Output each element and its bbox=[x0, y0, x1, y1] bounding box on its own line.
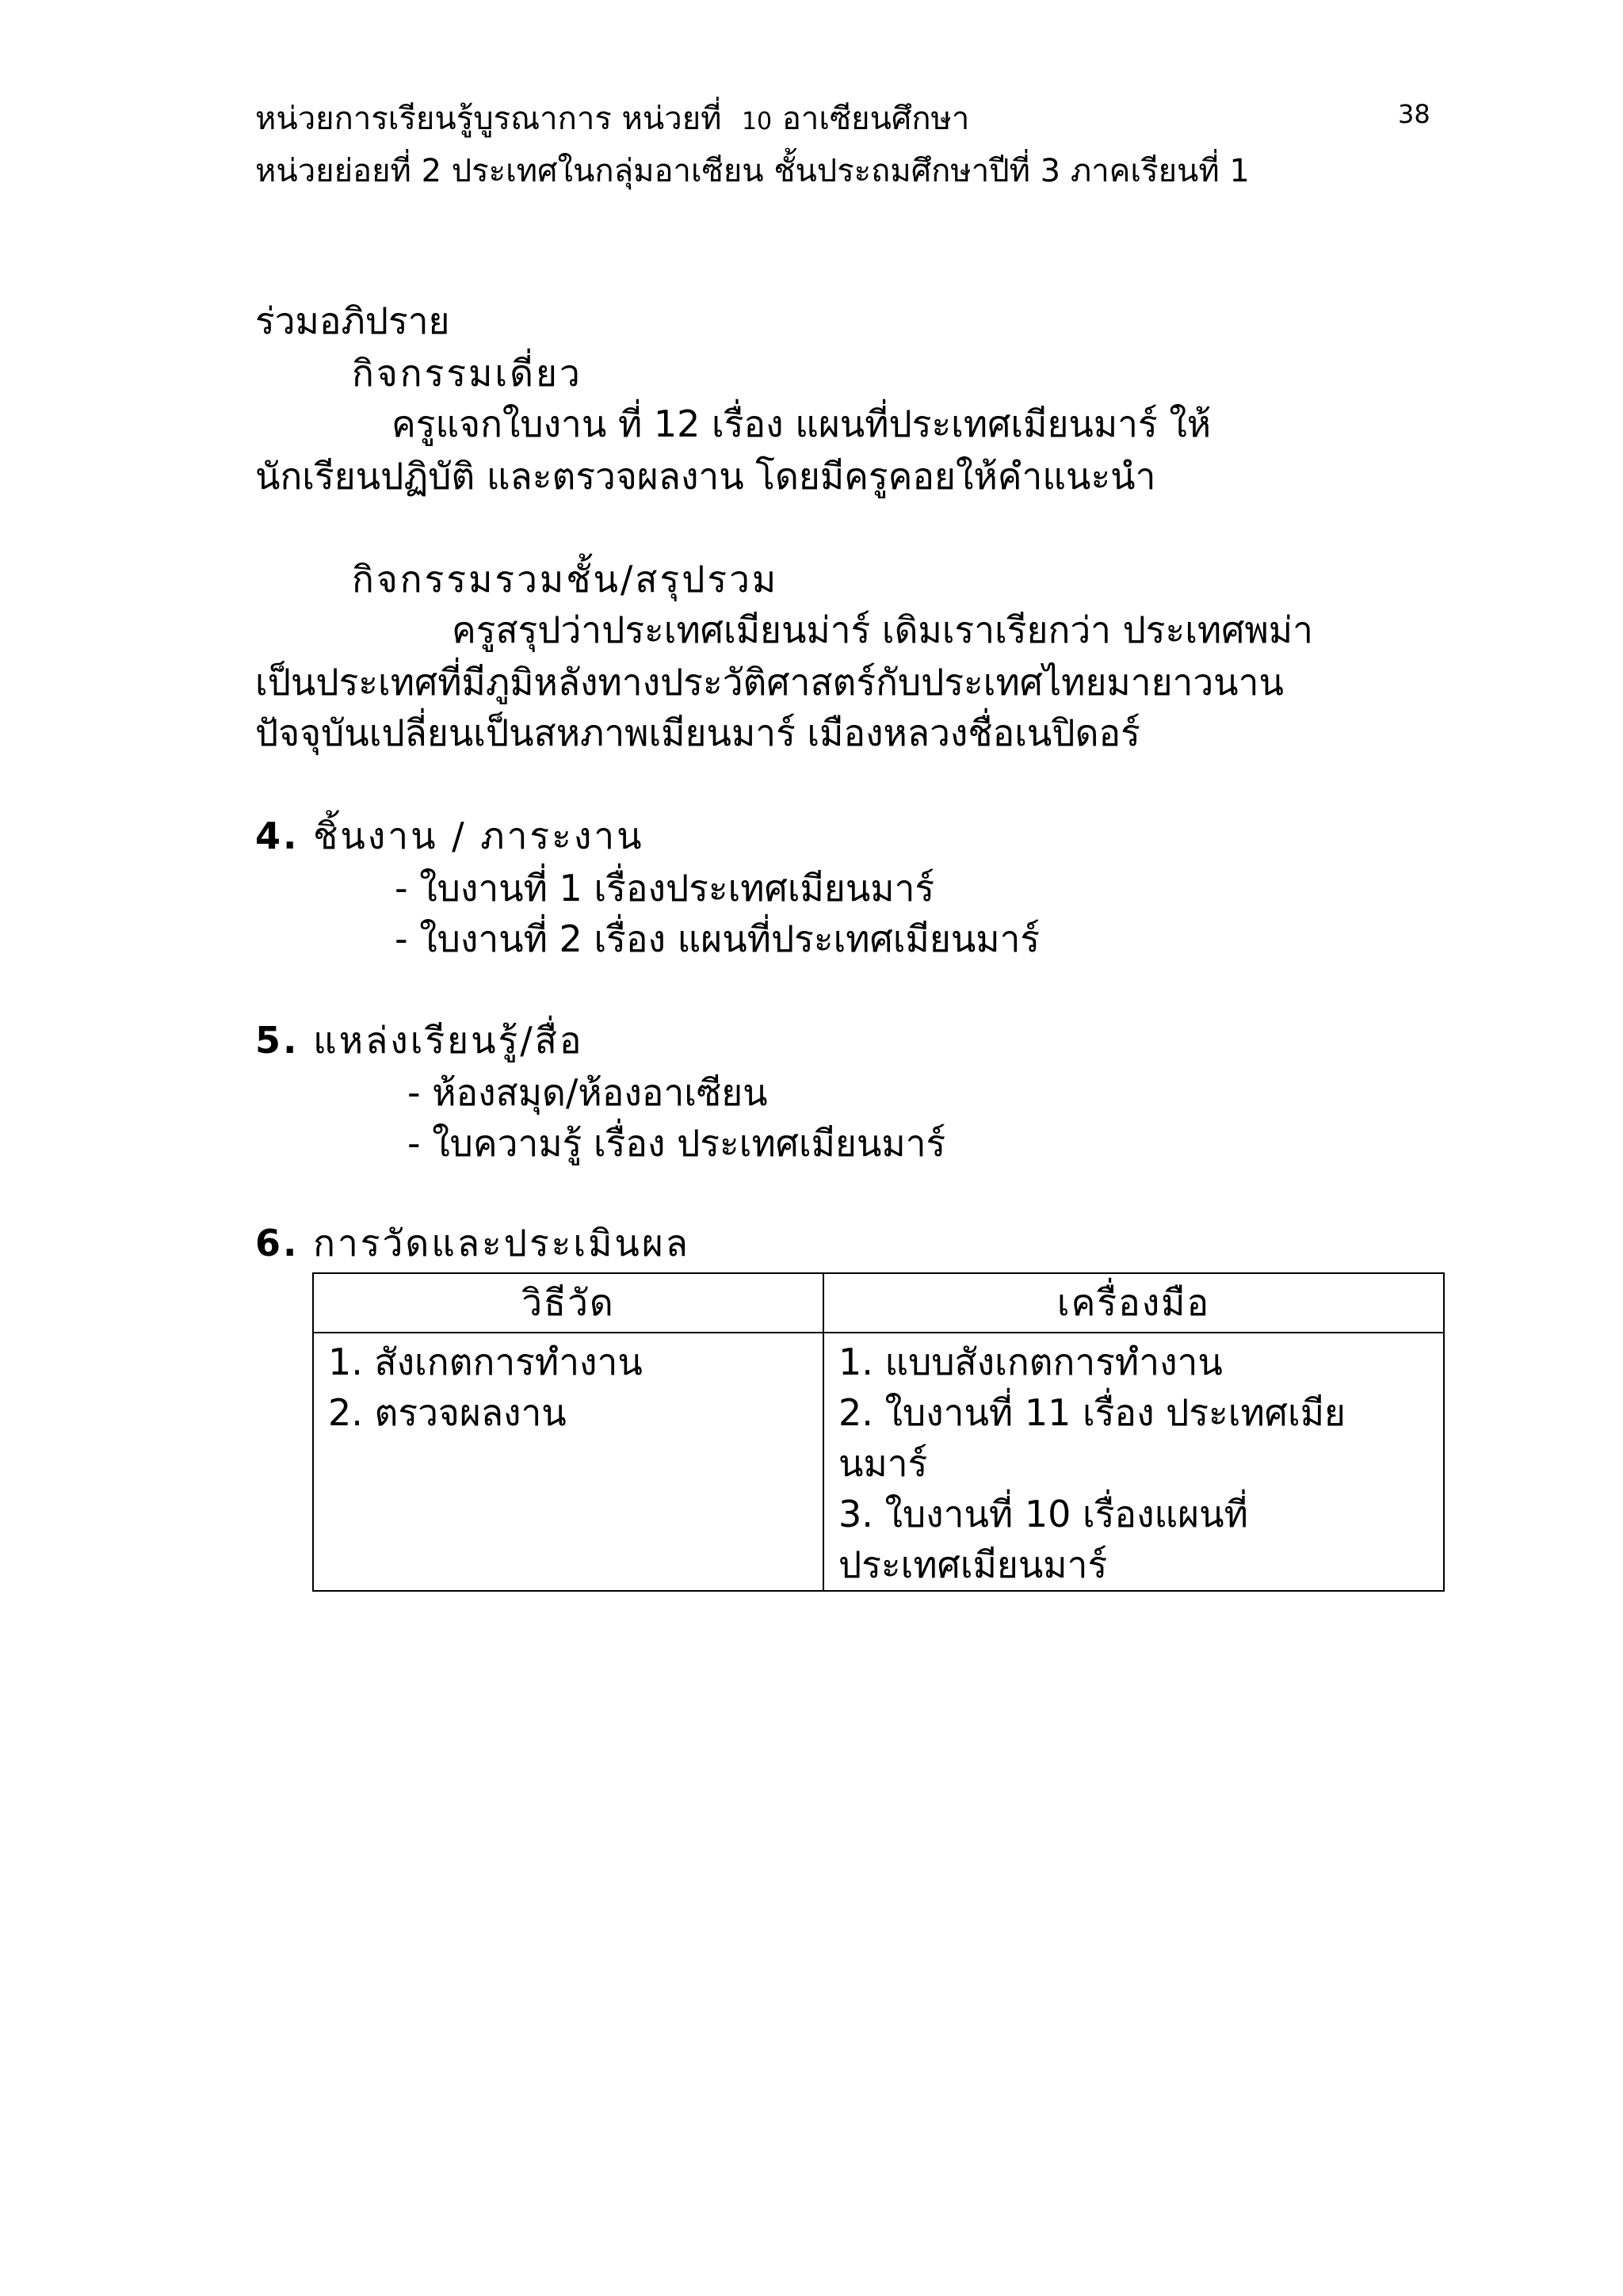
tool-item-3-cont: ประเทศเมียนมาร์ bbox=[838, 1543, 1108, 1586]
section-4-number: 4. bbox=[255, 814, 300, 857]
class-summary-line-2: เป็นประเทศที่มีภูมิหลังทางประวัติศาสตร์กับประเทศไทยมายาวนาน bbox=[255, 661, 1284, 704]
section-5-item-2: - ใบความรู้ เรื่อง ประเทศเมียนมาร์ bbox=[407, 1122, 946, 1165]
class-summary-line-1: ครูสรุปว่าประเทศเมียนม่าร์ เดิมเราเรียกว่า ประเทศพม่า bbox=[452, 608, 1313, 651]
tool-item-2: 2. ใบงานที่ 11 เรื่อง ประเทศเมีย bbox=[838, 1391, 1346, 1434]
tool-cell bbox=[823, 1333, 1444, 1591]
header-unit-label: หน่วยการเรียนรู้บูรณาการ หน่วยที่ bbox=[255, 101, 722, 137]
tool-item-2-cont: นมาร์ bbox=[838, 1442, 928, 1485]
section-5-heading bbox=[255, 1019, 584, 1062]
section-5-number: 5. bbox=[255, 1019, 300, 1062]
section-4-item-1: - ใบงานที่ 1 เรื่องประเทศเมียนมาร์ bbox=[395, 867, 935, 910]
tool-item-1: 1. แบบสังเกตการทำงาน bbox=[838, 1341, 1223, 1383]
individual-activity-line-2: นักเรียนปฏิบัติ และตรวจผลงาน โดยมีครูคอยให้คำแนะนำ bbox=[255, 455, 1156, 498]
section-4-item-2: - ใบงานที่ 2 เรื่อง แผนที่ประเทศเมียนมาร์ bbox=[395, 917, 1041, 960]
section-6-number: 6. bbox=[255, 1222, 300, 1264]
section-6-title: การวัดและประเมินผล bbox=[313, 1222, 690, 1264]
method-column-header: วิธีวัด bbox=[313, 1273, 823, 1333]
section-5-item-1: - ห้องสมุด/ห้องอาเซียน bbox=[407, 1071, 768, 1114]
class-summary-line-3: ปัจจุบันเปลี่ยนเป็นสหภาพเมียนมาร์ เมืองหลวงชื่อเนปิดอร์ bbox=[255, 711, 1140, 754]
section-4-heading bbox=[255, 814, 644, 857]
table-row bbox=[313, 1333, 1444, 1591]
header-line-2: หน่วยย่อยที่ 2 ประเทศในกลุ่มอาเซียน ชั้นประถมศึกษาปีที่ 3 ภาคเรียนที่ 1 bbox=[255, 153, 1250, 189]
section-5-title: แหล่งเรียนรู้/สื่อ bbox=[313, 1019, 584, 1062]
individual-activity-title: กิจกรรมเดี่ยว bbox=[352, 352, 582, 395]
evaluation-table bbox=[312, 1272, 1445, 1592]
page-number: 38 bbox=[1398, 99, 1430, 129]
header-unit-number: 10 bbox=[741, 108, 773, 135]
header-unit-name: อาเซียนศึกษา bbox=[781, 101, 970, 137]
section-6-heading bbox=[255, 1222, 690, 1264]
individual-activity-line-1: ครูแจกใบงาน ที่ 12 เรื่อง แผนที่ประเทศเมียนมาร์ ให้ bbox=[391, 402, 1212, 445]
header-line-1 bbox=[255, 103, 969, 135]
class-activity-title: กิจกรรมรวมชั้น/สรุปรวม bbox=[352, 558, 779, 601]
table-header-row bbox=[313, 1273, 1444, 1333]
method-item-2: 2. ตรวจผลงาน bbox=[328, 1391, 567, 1434]
method-item-1: 1. สังเกตการทำงาน bbox=[328, 1341, 643, 1383]
method-cell bbox=[313, 1333, 823, 1591]
tool-column-header: เครื่องมือ bbox=[823, 1273, 1444, 1333]
section-4-title: ชิ้นงาน / ภาระงาน bbox=[313, 814, 644, 857]
discussion-title: ร่วมอภิปราย bbox=[255, 299, 450, 342]
tool-item-3: 3. ใบงานที่ 10 เรื่องแผนที่ bbox=[838, 1493, 1248, 1535]
